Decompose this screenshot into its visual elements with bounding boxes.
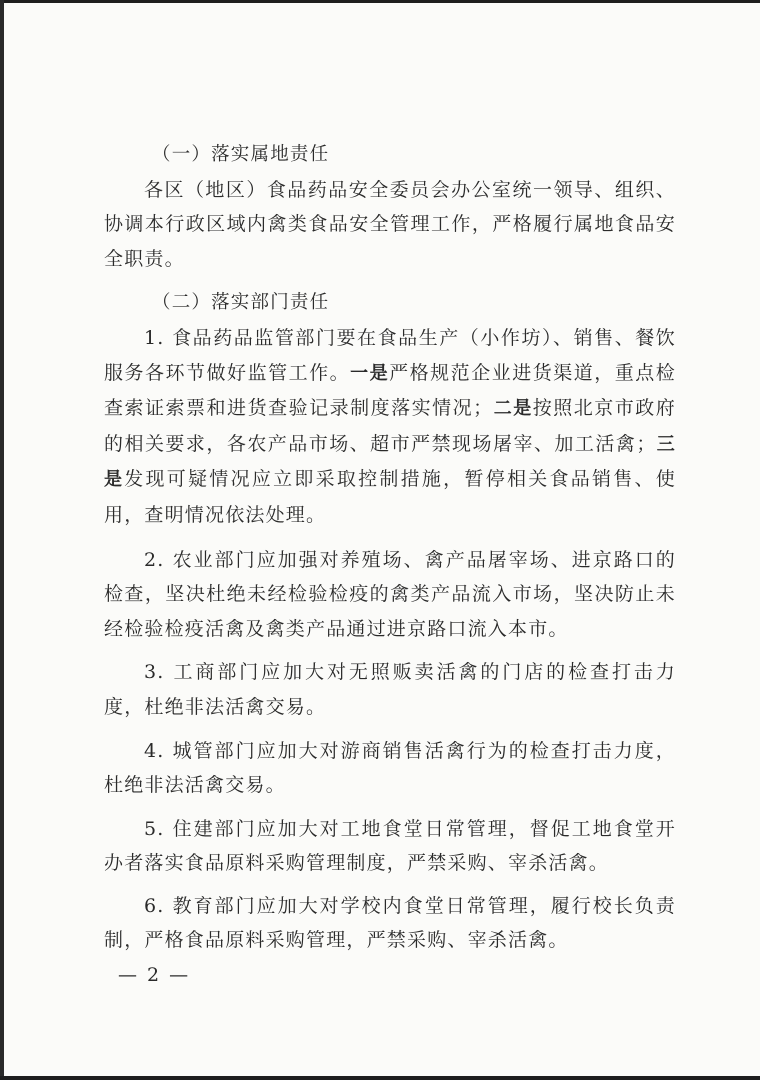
item1-keyword-first: 一是 bbox=[350, 362, 390, 384]
paragraph-commerce-department: 3. 工商部门应加大对无照贩卖活禽的门店的检查打击力度，杜绝非法活禽交易。 bbox=[104, 661, 676, 718]
paragraph-local-responsibility: 各区（地区）食品药品安全委员会办公室统一领导、组织、协调本行政区域内禽类食品安全管理工作，严格履行属地食品安全职责。 bbox=[104, 178, 676, 270]
paragraph-food-drug-supervision bbox=[104, 321, 676, 533]
scan-edge-left bbox=[0, 0, 4, 1080]
item1-part1: 严格规范企业进货渠道，重点检查索证索票和进货查验记录制度落实情况； bbox=[104, 361, 676, 420]
page-number: — 2 — bbox=[118, 964, 191, 986]
item1-intro: 1. 食品药品监管部门要在食品生产（小作坊）、销售、餐饮服务各环节做好监管工作。 bbox=[104, 326, 676, 384]
item1-part3: 发现可疑情况应立即采取控制措施，暂停相关食品销售、使用，查明情况依法处理。 bbox=[104, 468, 676, 526]
item1-part2: 按照北京市政府的相关要求，各农产品市场、超市严禁现场屠宰、加工活禽； bbox=[104, 397, 676, 455]
item1-keyword-third: 三是 bbox=[104, 433, 677, 491]
section-heading-department-responsibility: （二）落实部门责任 bbox=[152, 292, 330, 314]
item1-keyword-second: 二是 bbox=[493, 398, 533, 420]
scan-edge-top bbox=[0, 0, 760, 3]
paragraph-urban-management-department: 4. 城管部门应加大对游商销售活禽行为的检查打击力度，杜绝非法活禽交易。 bbox=[104, 739, 676, 797]
paragraph-education-department: 6. 教育部门应加大对学校内食堂日常管理，履行校长负责制，严格食品原料采购管理，严禁采购、宰杀活禽。 bbox=[104, 894, 676, 952]
paragraph-housing-construction-department: 5. 住建部门应加大对工地食堂日常管理，督促工地食堂开办者落实食品原料采购管理制度，严禁采购、宰杀活禽。 bbox=[104, 817, 676, 875]
document-body bbox=[104, 138, 676, 958]
section-heading-local-responsibility: （一）落实属地责任 bbox=[152, 144, 330, 165]
paragraph-agriculture-department: 2. 农业部门应加强对养殖场、禽产品屠宰场、进京路口的检查，坚决杜绝未经检验检疫的禽类产品流入市场，坚决防止未经检验检疫活禽及禽类产品通过进京路口流入本市。 bbox=[104, 548, 676, 640]
scan-edge-bottom bbox=[0, 1076, 760, 1080]
